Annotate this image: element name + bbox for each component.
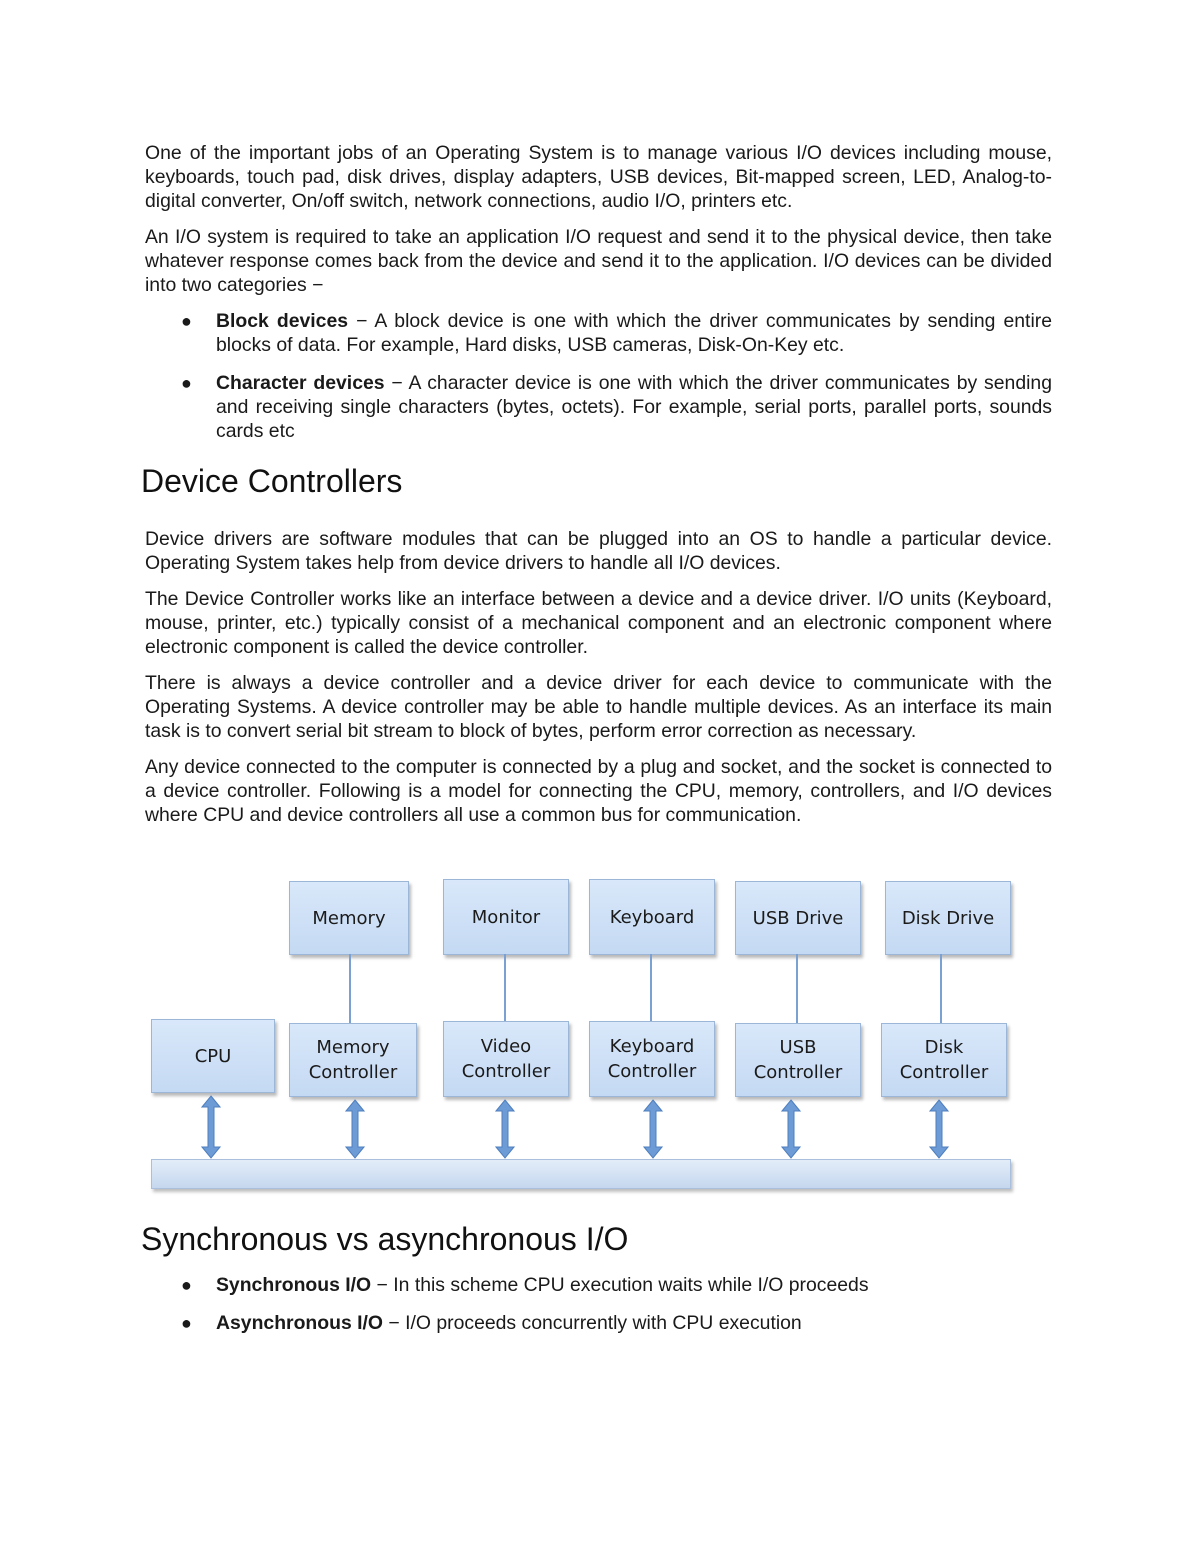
- document-page: [141, 141, 1052, 1349]
- list-item-term: Asynchronous I/O: [216, 1312, 383, 1334]
- list-item-block-devices: [145, 309, 1052, 357]
- controller-box-disk: Disk Controller: [881, 1023, 1007, 1097]
- bidirectional-arrow-icon: [495, 1099, 515, 1159]
- heading-device-controllers: Device Controllers: [141, 463, 403, 499]
- list-item-text: − A character device is one with which the driver communicates by sending and receiving single characters (bytes, octets). For example, serial ports, parallel ports, sounds cards etc: [216, 372, 1052, 442]
- connector-line: [650, 954, 652, 1024]
- bidirectional-arrow-icon: [643, 1099, 663, 1159]
- list-item-term: Block devices: [216, 310, 349, 332]
- list-item-term: Synchronous I/O: [216, 1274, 372, 1296]
- device-box-memory: Memory: [289, 881, 409, 955]
- dc-paragraph-2: The Device Controller works like an interface between a device and a device driver. I/O units (Keyboard, mouse, printer, etc.) typically consist of a mechanical component and an electronic component where electronic component is called the device controller.: [145, 588, 1052, 658]
- list-item-text: − A block device is one with which the driver communicates by sending entire blocks of data. For example, Hard disks, USB cameras, Disk-On-Key etc.: [216, 310, 1052, 356]
- bidirectional-arrow-icon: [201, 1095, 221, 1159]
- heading-sync-async-io: Synchronous vs asynchronous I/O: [141, 1221, 629, 1257]
- bullet-icon: ●: [181, 1313, 192, 1333]
- controller-box-keyboard: Keyboard Controller: [589, 1021, 715, 1097]
- bullet-icon: ●: [181, 311, 192, 331]
- connector-line: [796, 954, 798, 1024]
- device-box-monitor: Monitor: [443, 879, 569, 955]
- list-item-text: − In this scheme CPU execution waits while I/O proceeds: [371, 1274, 869, 1296]
- common-bus-bar: [151, 1159, 1011, 1189]
- controller-box-usb: USB Controller: [735, 1023, 861, 1097]
- list-item-synchronous-io: [145, 1273, 1052, 1297]
- bullet-icon: ●: [181, 373, 192, 393]
- bidirectional-arrow-icon: [345, 1099, 365, 1159]
- dc-paragraph-1: Device drivers are software modules that can be plugged into an OS to handle a particular device. Operating System takes help from device drivers to handle all I/O devices.: [145, 528, 1052, 574]
- intro-paragraph-2: An I/O system is required to take an application I/O request and send it to the physical device, then take whatever response comes back from the device and send it to the application. I/O devices can be divided into two categories −: [145, 226, 1052, 296]
- device-category-list: [145, 309, 1052, 443]
- connector-line: [940, 954, 942, 1024]
- cpu-box: CPU: [151, 1019, 275, 1093]
- list-item-character-devices: [145, 371, 1052, 443]
- dc-paragraph-3: There is always a device controller and a device driver for each device to communicate with the Operating Systems. A device controller may be able to handle multiple devices. As an interface its main task is to convert serial bit stream to block of bytes, perform error correction as necessary.: [145, 672, 1052, 742]
- device-box-usb-drive: USB Drive: [735, 881, 861, 955]
- connector-line: [504, 954, 506, 1024]
- io-mode-list: [145, 1273, 1052, 1335]
- bidirectional-arrow-icon: [929, 1099, 949, 1159]
- controller-box-video: Video Controller: [443, 1021, 569, 1097]
- controller-box-memory: Memory Controller: [289, 1023, 417, 1097]
- list-item-text: − I/O proceeds concurrently with CPU execution: [383, 1312, 802, 1334]
- connector-line: [349, 954, 351, 1024]
- bidirectional-arrow-icon: [781, 1099, 801, 1159]
- list-item-term: Character devices: [216, 372, 385, 394]
- device-box-keyboard: Keyboard: [589, 879, 715, 955]
- dc-paragraph-4: Any device connected to the computer is connected by a plug and socket, and the socket is connected to a device controller. Following is a model for connecting the CPU, memory, controllers, and I/O devices where CPU and device controllers all use a common bus for communication.: [145, 756, 1052, 826]
- list-item-asynchronous-io: [145, 1311, 1052, 1335]
- bullet-icon: ●: [181, 1275, 192, 1295]
- bus-architecture-diagram: [145, 839, 1052, 1219]
- device-box-disk-drive: Disk Drive: [885, 881, 1011, 955]
- intro-paragraph-1: One of the important jobs of an Operating System is to manage various I/O devices including mouse, keyboards, touch pad, disk drives, display adapters, USB devices, Bit-mapped screen, LED, Analog-to-digital converter, On/off switch, network connections, audio I/O, printers etc.: [145, 142, 1052, 212]
